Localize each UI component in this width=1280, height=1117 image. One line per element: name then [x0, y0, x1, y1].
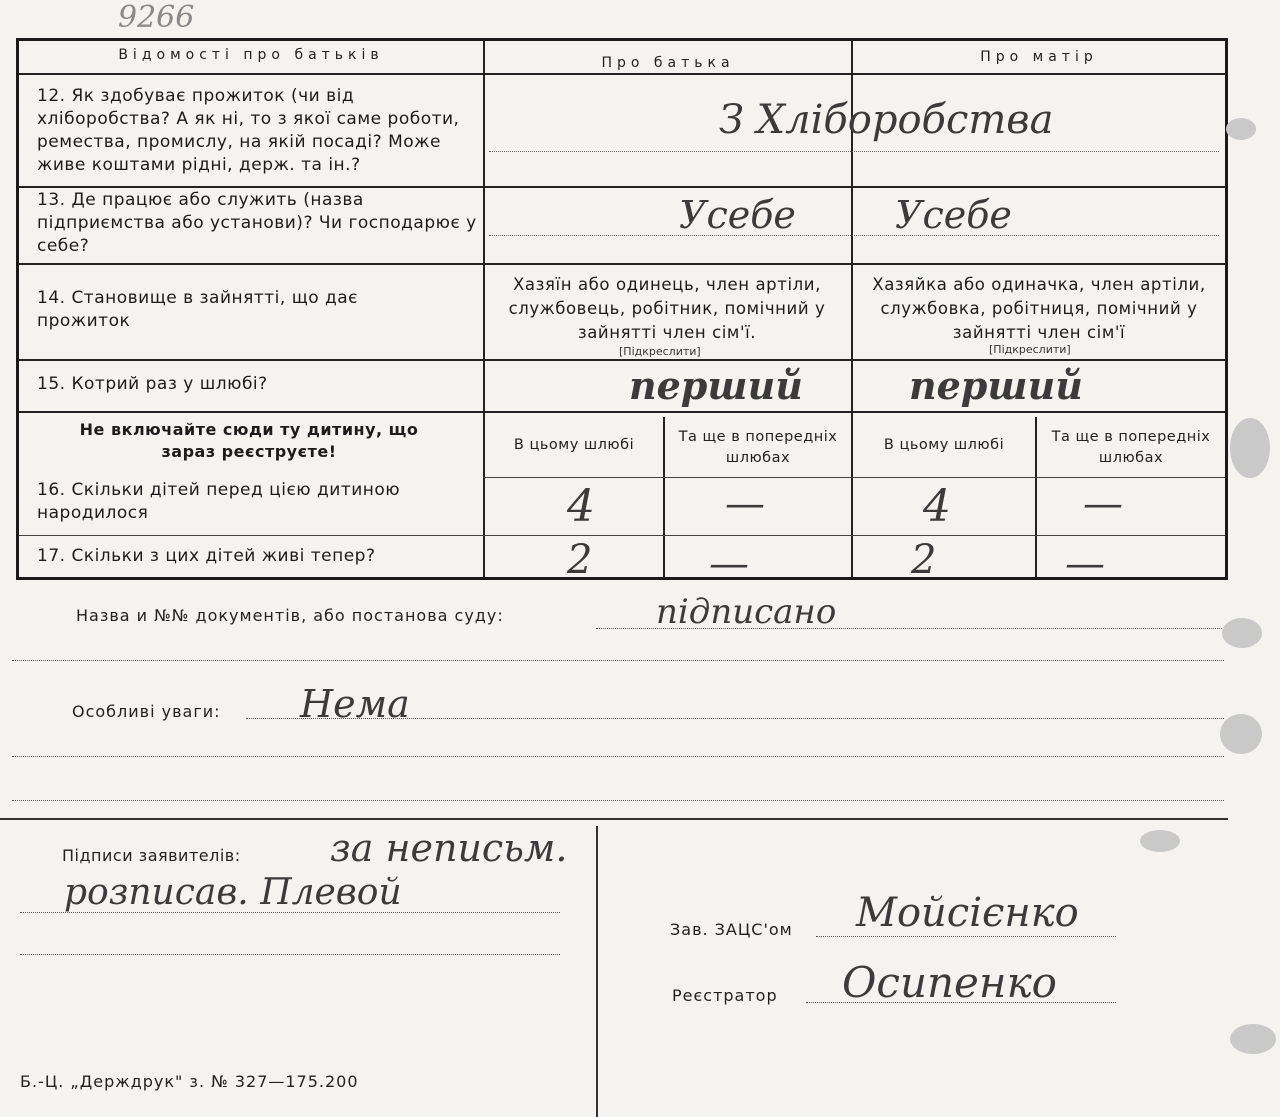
documents-line-2	[12, 660, 1224, 661]
answer-16-mother-this: 4	[923, 481, 951, 532]
father-this-marriage-header: В цьому шлюбі	[513, 437, 635, 453]
signatures-label: Підписи заявителів:	[62, 846, 241, 865]
remarks-value: Нема	[300, 682, 410, 726]
answer-13-mother: Усебе	[895, 193, 1012, 237]
question-14: 14. Становище в зайнятті, що дає прожиток	[37, 288, 359, 331]
question-15: 15. Котрий раз у шлюбі?	[37, 374, 268, 394]
header-info: Відомості про батьків	[118, 47, 384, 63]
paper-damage-mark	[1222, 618, 1262, 648]
header-father: Про батька	[601, 55, 735, 71]
corner-note: 9266	[118, 0, 195, 35]
documents-value: підписано	[656, 592, 837, 632]
row15-line	[19, 411, 1225, 413]
row12-line	[19, 186, 1225, 188]
remarks-line-2	[12, 756, 1224, 757]
answer-16-father-this: 4	[567, 481, 595, 532]
signatures-line-1	[20, 912, 560, 913]
row12-answer-line	[489, 151, 1219, 152]
printer-imprint: Б.-Ц. „Держдрук" з. № 327—175.200	[20, 1072, 359, 1091]
row13-answer-line	[489, 235, 1219, 236]
zags-head-line	[816, 936, 1116, 937]
question-13: 13. Де працює або служить (назва підприємства або установи)? Чи господарює у себе?	[37, 190, 477, 256]
answer-17-mother-this: 2	[911, 537, 937, 583]
underline-note-father: [Підкреслити]	[619, 345, 701, 358]
mother-this-marriage-header: В цьому шлюбі	[883, 437, 1005, 453]
answer-13-father: Усебе	[679, 193, 796, 237]
paper-damage-mark	[1226, 118, 1256, 140]
answer-17-mother-prev: —	[1065, 541, 1105, 587]
column-divider-1	[483, 41, 485, 577]
signatures-line-2	[20, 954, 560, 955]
registrar-label: Реєстратор	[672, 986, 778, 1005]
subheader-line	[483, 477, 1225, 478]
remarks-line-3	[12, 800, 1224, 801]
signatures-value-line1: за неписьм.	[330, 826, 568, 870]
registrar-signature: Осипенко	[842, 958, 1057, 1007]
options-14-mother: Хазяйка або одиначка, член артіли, службовка, робітниця, помічний у зайнятті член сім'ї	[872, 275, 1206, 342]
answer-16-mother-prev: —	[1083, 481, 1123, 527]
documents-line-1	[596, 628, 1224, 629]
answer-15-father: перший	[629, 363, 803, 408]
documents-label: Назва и №№ документів, або постанова суду:	[76, 606, 504, 625]
question-17: 17. Скільки з цих дітей живі тепер?	[37, 546, 376, 566]
mother-previous-header: Та ще в попередніх шлюбах	[1051, 429, 1211, 466]
header-line	[19, 73, 1225, 75]
signatures-value-line2: розписав. Плевой	[64, 872, 402, 913]
zags-head-signature: Мойсієнко	[856, 890, 1079, 936]
header-mother: Про матір	[980, 49, 1098, 65]
answer-12: З Хліборобства	[719, 97, 1054, 143]
signature-area-divider	[596, 826, 598, 1117]
paper-damage-mark	[1230, 1024, 1276, 1054]
paper-damage-mark	[1230, 418, 1270, 478]
paper-damage-mark	[1140, 830, 1180, 852]
zags-head-label: Зав. ЗАЦС'ом	[670, 920, 793, 939]
row14-line	[19, 359, 1225, 361]
answer-17-father-prev: —	[709, 541, 749, 587]
underline-note-mother: [Підкреслити]	[989, 343, 1071, 356]
answer-15-mother: перший	[909, 363, 1083, 408]
options-14-father: Хазяїн або одинець, член артіли, службовець, робітник, помічний у зайнятті член сім'ї.	[508, 275, 826, 342]
remarks-label: Особливі уваги:	[72, 702, 221, 721]
signature-area-top-line	[0, 818, 1228, 820]
registrar-line	[806, 1002, 1116, 1003]
question-16: 16. Скільки дітей перед цією дитиною народилося	[37, 480, 401, 523]
paper-damage-mark	[1220, 714, 1262, 754]
warning-note: Не включайте сюди ту дитину, що зараз реєструєте!	[79, 420, 419, 461]
answer-17-father-this: 2	[567, 537, 593, 583]
row16-line	[19, 535, 1225, 536]
row13-line	[19, 263, 1225, 265]
remarks-line-1	[246, 718, 1224, 719]
parents-info-table	[16, 38, 1228, 587]
father-previous-header: Та ще в попередніх шлюбах	[678, 429, 838, 466]
answer-16-father-prev: —	[725, 481, 765, 527]
question-12: 12. Як здобуває прожиток (чи від хліборобства? А як ні, то з якої саме роботи, ремества, промислу, на якій посаді? Може живе коштами рідні, держ. та ін.?	[37, 86, 460, 175]
